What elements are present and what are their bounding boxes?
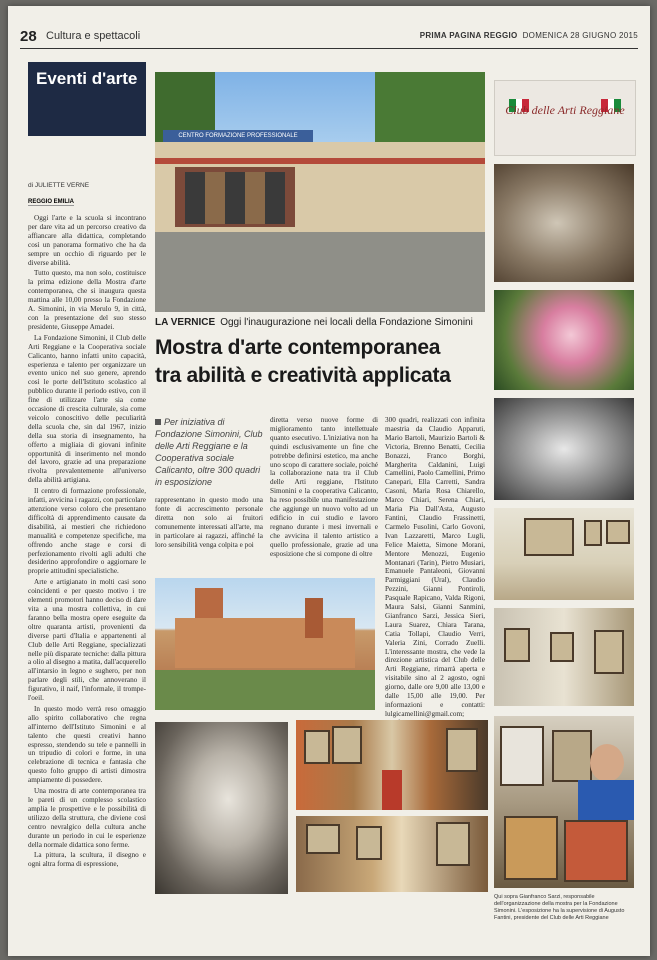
- headline-line-1: Mostra d'arte contemporanea: [155, 336, 441, 359]
- photo-caption: Qui sopra Gianfranco Sarzi, responsabile dell'organizzazione della mostra per la Fondazione Simonini. L'esposizione ha la supervisione di Augusto Fantini, presidente del Club delle Arti Reggiane: [494, 894, 625, 921]
- exhibition-hall-photo: [494, 608, 634, 706]
- gallery-photo-1: [296, 720, 488, 810]
- article-column-2: [155, 496, 263, 551]
- paragraph: 300 quadri, realizzati con infinita maestria da Claudio Apparuti, Mario Bartoli, Maurizio Bartoli & Victoria, Brenno Benatti, Cecilia Bonazzi, Franco Borghi, Margherita Caldanini, Luigi Camellini, Paolo Camellini, Primo Canepari, Ella Carretti, Sandra Casoni, Maria Rosa Chiarello, Marco Chiari, Serena Chiari, Maria Pia Dall'Asta, Augusto Fantini, Claudio Frassinetti, Carmelo Fusolini, Carlo Govoni, Ivan Lazzaretti, Marco Lugli, Felice Maietta, Simone Morani, Mentore Menozzi, Eugenio Montanari (Tarin), Pietro Musiari, Emanuele Pantaleoni, Giovanni Parmiggiani (Ural), Claudio Pezzini, Gianni Pontiroli, Pasquale Rapicano, Valda Rigoni, Maura Salsi, Gianni Sanmini, Gianfranco Sarzi, Jessica Sieri, Laura Suarez, Chiara Tarana, Catia Tollapi, Claudio Verri, Valeria Zini, Corrado Zuelli. L'interessante mostra, che vede la direzione artistica del Club delle Arti Reggiane, rimarrà aperta e visitabile sino al 2 agosto, ogni giorno, dalle ore 9,00 alle 13,00 e dalle 15,00 alle 19,00. Per informazioni e contatti: lulgicamellini@gmail.com;: [385, 416, 485, 718]
- page-header: [20, 26, 638, 49]
- newspaper-date: [420, 31, 638, 40]
- face-drawing-photo: [155, 722, 288, 894]
- bullet-square-icon: [155, 419, 161, 425]
- exhibition-room-photo: [494, 508, 634, 600]
- paragraph: Una mostra di arte contemporanea tra le pareti di un complesso scolastico amplia le prospettive e le possibilità di utilizzo della struttura, che diviene così centro nevralgico della cultura anche durante un periodo in cui le esperienze della normale didattica sono ferme.: [28, 787, 146, 849]
- paragraph: La Fondazione Simonini, il Club delle Arti Reggiane e la Cooperativa sociale Calicanto, hanno infatti unito capacità, esperienza e talento per organizzare un evento unico nel suo genere, aprendo così le porte dell'Istituto scolastico al pubblico durante il periodo estivo, con il fine di utilizzare l'arte sia come occasione di crescita culturale, sia come veicolo conoscitivo delle peculiarità della scuola che, sin dal 1967, inizio della sua storia di insegnamento, ha offerto a migliaia di giovani infinite opportunità di inserimento nel mondo del lavoro, grazie ad una preparazione rivolta prevalentemente all'universo della abilità artigiana.: [28, 333, 146, 485]
- castle-painting-photo: [155, 578, 375, 710]
- article-column-1: [28, 214, 146, 869]
- drawing-photo: [494, 398, 634, 500]
- kicker-label: LA VERNICE: [155, 317, 216, 328]
- left-column: [28, 62, 146, 871]
- paragraph: In questo modo verrà reso omaggio allo spirito collaborativo che regna all'interno dell'Istituto Simonini e al talento che questi creativi hanno espresso, stendendo su tele e pannelli in un tripudio di colori e forme, in una celebrazione di tecnica e fantasia che questo folto gruppo di artisti dimostra ampiamente di possedere.: [28, 704, 146, 785]
- soldier-painting-photo: [494, 164, 634, 282]
- dateline: REGGIO EMILIA: [28, 199, 75, 205]
- flower-painting-photo: [494, 290, 634, 390]
- newspaper-page: [8, 6, 650, 956]
- article-column-4: [385, 416, 485, 739]
- newspaper-name: PRIMA PAGINA REGGIO: [419, 31, 518, 40]
- club-title: Club delle Arti Reggiane: [505, 103, 625, 117]
- club-logo: [494, 80, 636, 156]
- paragraph: Tutto questo, ma non solo, costituisce la prima edizione della Mostra d'arte contemporanea, che si inaugura questa mattina alle 10,00 presso la Fondazione A. Simonini, in via Merulo 9, in città, con la presentazione del suo stesso presidente, Giuseppe Amadei.: [28, 269, 146, 331]
- kicker: [155, 317, 473, 328]
- section-title: Cultura e spettacoli: [46, 30, 141, 42]
- paragraph: rappresentano in questo modo una fonte di accrescimento personale diretta non solo ai fruitori comunemente interessati all'arte, ma in particolare ai ragazzi, affinché la loro sensibilità venga colpita e poi: [155, 496, 263, 549]
- paragraph: Arte e artigianato in molti casi sono coincidenti e per questo motivo i tre elementi promotori hanno deciso di dare vita a una mostra collettiva, in cui faranno bella mostra opere eseguite da oltre quaranta artisti, provenienti da diverse parti d'Italia e appartenenti al Club delle Arti Reggiane, specializzati nelle più disparate tecniche: dalla pittura a olio al disegno a matita, dall'acquerello all'intarsio in legno e sughero, per non parlare degli stili, che annoverano il figurativo, il naif, l'informale, il trompe-l'oeil.: [28, 578, 146, 703]
- building-sign: CENTRO FORMAZIONE PROFESSIONALE: [163, 130, 313, 142]
- paragraph: Oggi l'arte e la scuola si incontrano per dare vita ad un percorso creativo da affiancare alla didattica, completando così un panorama formativo che ha da sempre un occhio di riguardo per le diverse abilità.: [28, 214, 146, 267]
- headline-line-2: tra abilità e creatività applicata: [155, 364, 451, 387]
- paragraph: La pittura, la scultura, il disegno e ogni altra forma di espressione,: [28, 851, 146, 869]
- paragraph: diretta verso nuove forme di miglioramento tanto intellettuale quanto esecutivo. L'iniziativa non ha quindi esclusivamente un fine che potrebbe definirsi estetico, ma anche uno scopo di carattere sociale, poiché la collaborazione nata tra il Club delle Arti reggiane, l'Istituto Simonini e la cooperativa Calicanto, ha reso possibile una manifestazione che aggiunge un nuovo volto ad un edificio in cui studio e lavoro regnano durante i mesi invernali e che avvicina il talento artistico a quello professionale, grazie ad una esposizione che si compone di oltre: [270, 416, 378, 558]
- school-building-photo: [155, 72, 485, 312]
- summary-text: Per iniziativa di Fondazione Simonini, Club delle Arti Reggiane e la Cooperativa sociale Calicanto, oltre 300 quadri in esposizione: [155, 417, 263, 487]
- summary-box: [155, 416, 263, 488]
- headline: [155, 334, 485, 390]
- gallery-photo-2: [296, 816, 488, 892]
- rubric-box: Eventi d'arte: [28, 62, 146, 136]
- issue-date: DOMENICA 28 GIUGNO 2015: [522, 31, 638, 40]
- article-column-3: [270, 416, 378, 561]
- kicker-text: Oggi l'inaugurazione nei locali della Fondazione Simonini: [220, 317, 473, 328]
- paragraph: Il centro di formazione professionale, infatti, avvicina i ragazzi, con particolare attenzione verso coloro che presentano difficoltà di apprendimento causate da disabilità, ai mestieri che richiedono manualità e competenze specifiche, ma offrendo anche stage e corsi di perfezionamento rivolti agli adulti che desiderino approfondire o aggiornare le proprie attitudini specialistiche.: [28, 487, 146, 576]
- page-number: 28: [20, 28, 37, 45]
- byline: di JULIETTE VERNE: [28, 182, 90, 189]
- organizer-photo: [494, 716, 634, 888]
